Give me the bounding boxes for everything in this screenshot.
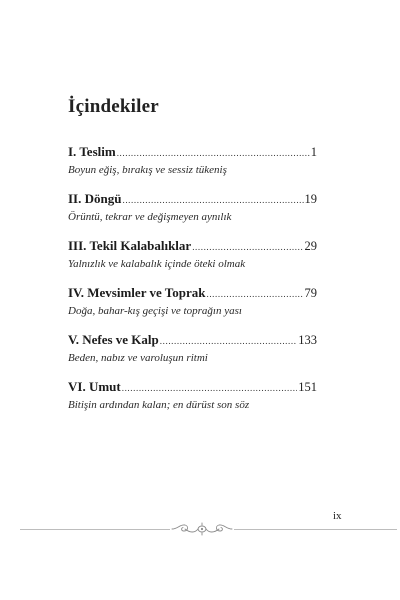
toc-chapter-title: V. Nefes ve Kalp (68, 332, 159, 347)
toc-entry-line (68, 332, 317, 348)
toc-chapter-subtitle: Yalnızlık ve kalabalık içinde öteki olmak (68, 258, 246, 270)
toc-chapter-subtitle: Boyun eğiş, bırakış ve sessiz tükeniş (68, 164, 227, 176)
footer-rule-left (20, 529, 170, 530)
toc-entry-line (68, 144, 317, 160)
toc-chapter-title: III. Tekil Kalabalıklar (68, 238, 192, 253)
toc-entry[interactable] (68, 285, 317, 332)
toc-chapter-subtitle: Bitişin ardından kalan; en dürüst son söz (68, 399, 250, 411)
table-of-contents (68, 144, 317, 426)
toc-entry[interactable] (68, 191, 317, 238)
toc-entry[interactable] (68, 379, 317, 426)
toc-chapter-title: II. Döngü (68, 191, 122, 206)
dot-leader (160, 333, 297, 349)
toc-entry[interactable] (68, 144, 317, 191)
toc-page-number: 29 (304, 239, 317, 253)
toc-chapter-title: I. Teslim (68, 144, 116, 159)
toc-entry[interactable] (68, 332, 317, 379)
toc-page-number: 151 (298, 380, 317, 394)
toc-chapter-subtitle: Doğa, bahar-kış geçişi ve toprağın yası (68, 305, 242, 317)
dot-leader (122, 192, 303, 208)
dot-leader (117, 145, 310, 161)
toc-chapter-subtitle: Örüntü, tekrar ve değişmeyen aynılık (68, 211, 232, 223)
toc-chapter-subtitle: Beden, nabız ve varoluşun ritmi (68, 352, 208, 364)
toc-page-number: 1 (310, 145, 317, 159)
footer-rule-right (234, 529, 397, 530)
toc-page-number: 133 (298, 333, 317, 347)
toc-entry-line (68, 238, 317, 254)
toc-page-number: 19 (304, 192, 317, 206)
toc-entry[interactable] (68, 238, 317, 285)
toc-entry-line (68, 285, 317, 301)
page-number: ix (333, 510, 342, 522)
toc-chapter-title: VI. Umut (68, 379, 121, 394)
dot-leader (192, 239, 303, 255)
flourish-ornament-icon (170, 520, 234, 538)
toc-page-number: 79 (304, 286, 317, 300)
page-title: İçindekiler (68, 96, 159, 117)
toc-entry-line (68, 379, 317, 395)
dot-leader (206, 286, 303, 302)
toc-chapter-title: IV. Mevsimler ve Toprak (68, 285, 206, 300)
dot-leader (122, 380, 298, 396)
toc-entry-line (68, 191, 317, 207)
